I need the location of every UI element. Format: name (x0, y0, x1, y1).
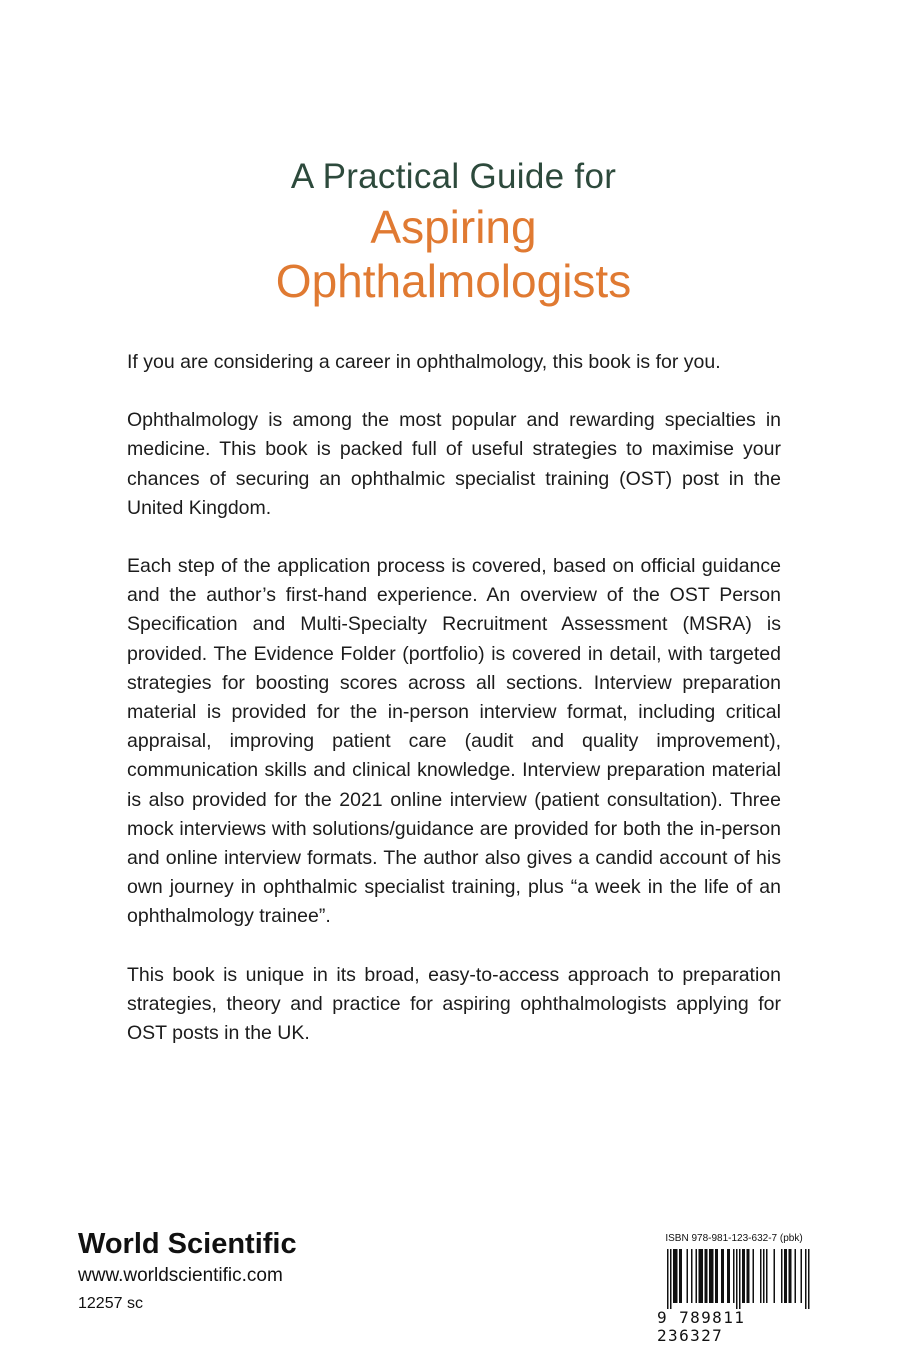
barcode-graphic (655, 1249, 813, 1309)
barcode-bar (687, 1249, 689, 1303)
book-title-line-2: Ophthalmologists (275, 255, 632, 307)
barcode-bar (670, 1249, 672, 1309)
barcode-bar (709, 1249, 711, 1303)
barcode-bar (733, 1249, 735, 1303)
barcode-bar (781, 1249, 783, 1303)
barcode-bar (805, 1249, 807, 1309)
barcode-bar (723, 1249, 725, 1303)
blurb-paragraph-2: Ophthalmology is among the most popular and rewarding specialties in medicine. This book is packed full of useful strategies to maximise your chances of securing an ophthalmic specialist training (OST) post in the United Kingdom. (127, 409, 781, 519)
barcode-bar (801, 1249, 803, 1303)
barcode-bar (795, 1249, 797, 1303)
back-cover-blurb (127, 348, 781, 1077)
isbn-barcode-block (655, 1233, 813, 1345)
barcode-bar (691, 1249, 693, 1303)
blurb-paragraph-4: This book is unique in its broad, easy-to-access approach to preparation strategies, theory and practice for aspiring ophthalmologists applying for OST posts in the UK. (127, 963, 781, 1045)
barcode-bar (712, 1249, 714, 1303)
publisher-name: World Scientific (78, 1228, 297, 1260)
barcode-bar (715, 1249, 717, 1303)
barcode-bar (747, 1249, 749, 1303)
barcode-bar (808, 1249, 810, 1309)
blurb-paragraph-1: If you are considering a career in ophthalmology, this book is for you. (127, 351, 721, 373)
book-title-line-1: Aspiring (370, 201, 537, 253)
publisher-url: www.worldscientific.com (78, 1265, 283, 1286)
barcode-bar (786, 1249, 788, 1303)
barcode-digits: 9 789811 236327 (657, 1308, 746, 1345)
barcode-bar (711, 1249, 713, 1303)
barcode-bar (706, 1249, 708, 1303)
barcode-bar (774, 1249, 776, 1303)
barcode-bar (742, 1249, 744, 1303)
blurb-paragraph-3: Each step of the application process is covered, based on official guidance and the author’s first-hand experience. An overview of the OST Person Specification and Multi-Specialty Recruitment Assessment (MSRA) is provided. The Evidence Folder (portfolio) is covered in detail, with targeted strategies for boosting scores across all sections. Interview preparation material is provided for the in-person interview format, including critical appraisal, improving patient care (audit and quality improvement), communication skills and clinical knowledge. Interview preparation material is also provided for the 2021 online interview (patient consultation). Three mock interviews with solutions/guidance are provided for both the in-person and online interview formats. The author also gives a candid account of his own journey in ophthalmic specialist training, plus “a week in the life of an ophthalmology trainee”. (127, 555, 781, 928)
barcode-bar (753, 1249, 755, 1303)
barcode-bar (702, 1249, 704, 1303)
barcode-bar (673, 1249, 675, 1303)
barcode-icon (655, 1249, 813, 1309)
barcode-bar (681, 1249, 683, 1303)
barcode-bar (766, 1249, 768, 1303)
barcode-bar (679, 1249, 681, 1303)
barcode-bar (717, 1249, 719, 1303)
barcode-bar (736, 1249, 738, 1309)
book-pre-title: A Practical Guide for (290, 157, 617, 196)
barcode-bar (675, 1249, 677, 1303)
publisher-code: 12257 sc (78, 1295, 143, 1312)
barcode-bar (760, 1249, 762, 1303)
barcode-bar (676, 1249, 678, 1303)
barcode-bar (727, 1249, 729, 1303)
barcode-bar (705, 1249, 707, 1303)
barcode-bar (696, 1249, 698, 1303)
publisher-block (78, 1226, 297, 1316)
barcode-bar (763, 1249, 765, 1303)
barcode-bar (721, 1249, 723, 1303)
isbn-label: ISBN 978-981-123-632-7 (pbk) (665, 1233, 803, 1244)
barcode-bar (739, 1249, 741, 1309)
barcode-bar (667, 1249, 669, 1309)
barcode-bar (784, 1249, 786, 1303)
barcode-bar (744, 1249, 746, 1303)
barcode-bar (789, 1249, 791, 1303)
title-block (0, 156, 907, 308)
barcode-bar (790, 1249, 792, 1303)
barcode-bar (700, 1249, 702, 1303)
barcode-bar (748, 1249, 750, 1303)
barcode-bar (729, 1249, 731, 1303)
book-title (0, 200, 907, 308)
barcode-bar (699, 1249, 701, 1303)
